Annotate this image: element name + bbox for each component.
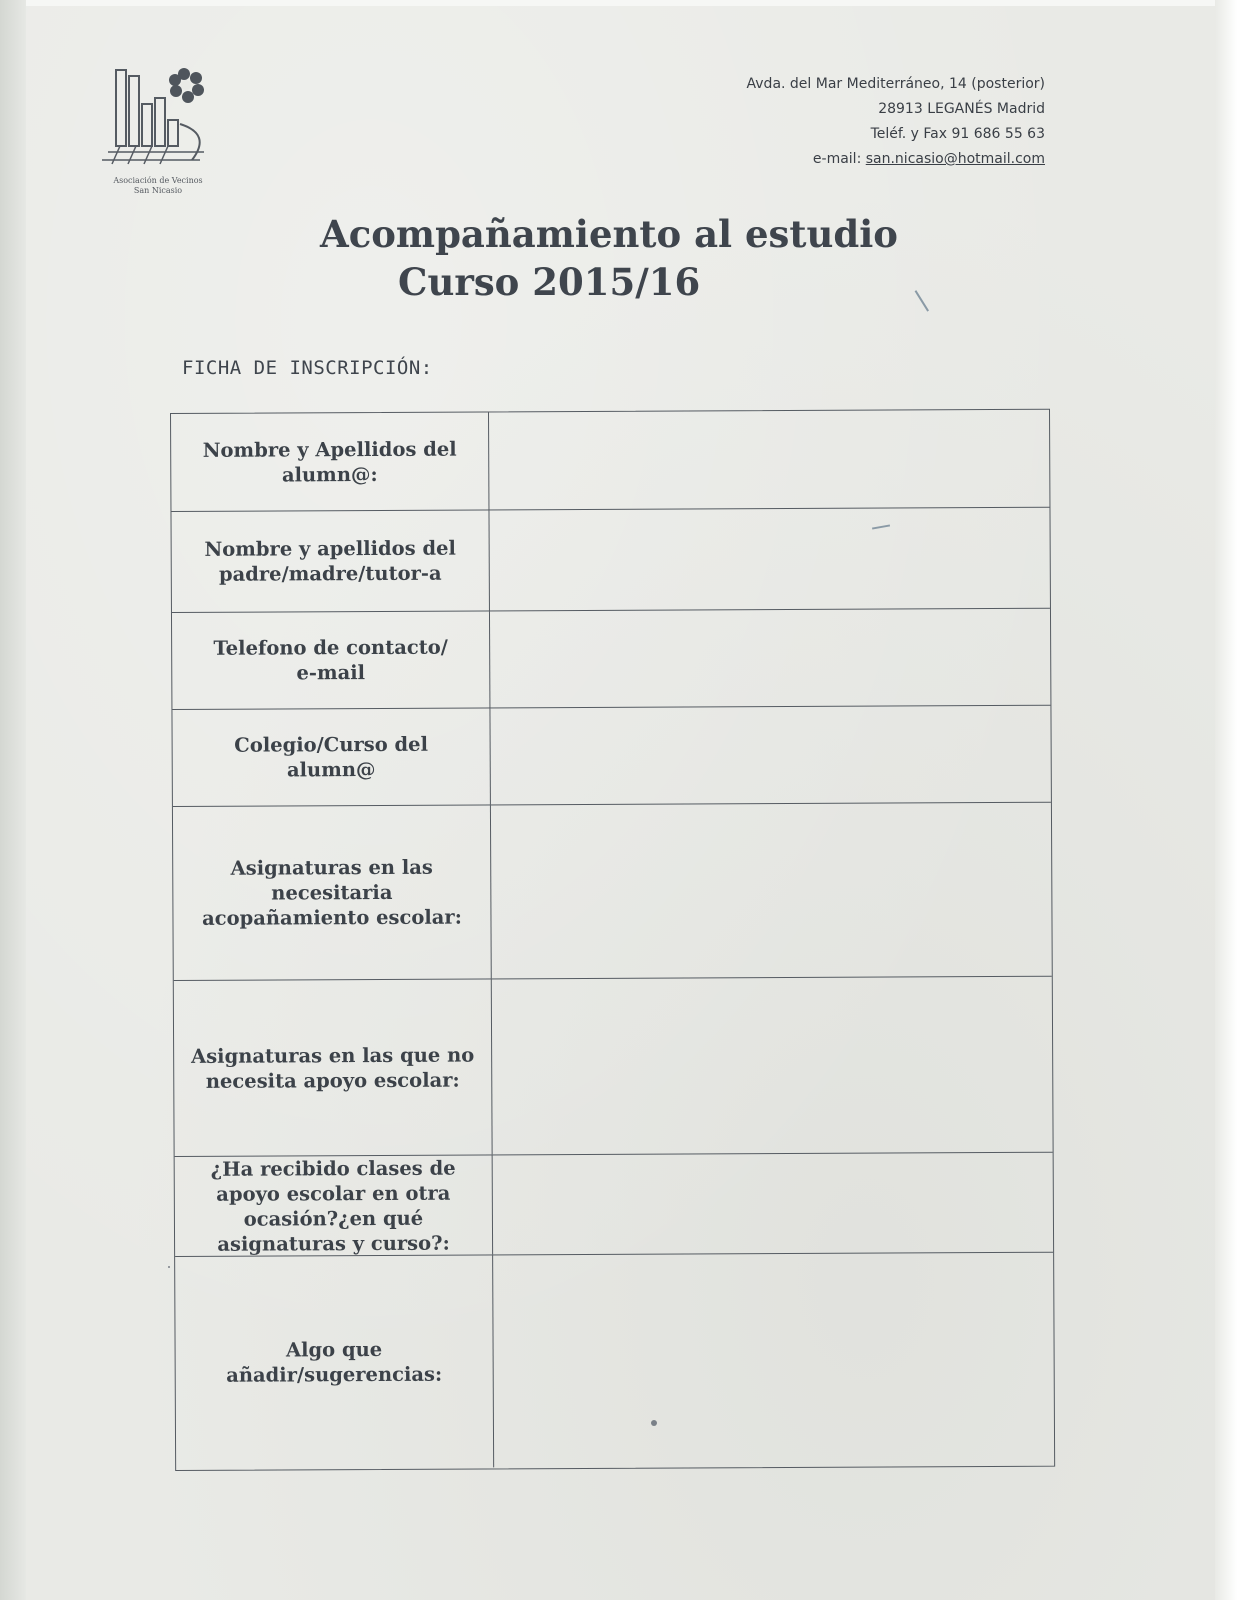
form-label: Colegio/Curso del alumn@ <box>234 732 429 782</box>
previous-support-field[interactable] <box>493 1153 1053 1255</box>
form-label: Asignaturas en las que no necesita apoyo escolar: <box>190 1043 475 1093</box>
document-subtitle: Curso 2015/16 <box>398 260 701 304</box>
form-row-student-name <box>171 410 1049 512</box>
form-label: ¿Ha recibido clases de apoyo escolar en otra ocasión?¿en qué asignaturas y curso?: <box>210 1156 456 1256</box>
logo-caption <box>88 176 228 196</box>
logo-caption-line1: Asociación de Vecinos <box>113 176 203 185</box>
association-logo <box>88 64 228 204</box>
logo-emblem-icon <box>100 64 216 168</box>
scan-mark <box>915 290 929 311</box>
subjects-needed-field[interactable] <box>491 803 1052 979</box>
address-line3: Teléf. y Fax 91 686 55 63 <box>870 126 1045 142</box>
address-block <box>747 72 1045 172</box>
suggestions-field[interactable] <box>493 1253 1054 1468</box>
page-edge-top <box>0 0 1237 6</box>
form-label: Nombre y Apellidos del alumn@: <box>202 437 457 486</box>
page-edge-left <box>0 0 26 1600</box>
email-label: e-mail: <box>812 151 866 167</box>
form-label-cell <box>174 979 493 1156</box>
contact-field[interactable] <box>490 609 1050 708</box>
form-row-contact <box>172 609 1050 710</box>
form-label-cell <box>172 708 490 806</box>
form-label-cell <box>175 1155 493 1256</box>
student-name-field[interactable] <box>489 410 1049 510</box>
form-row-guardian-name <box>171 508 1049 613</box>
form-label: Nombre y apellidos del padre/madre/tutor-a <box>204 536 456 586</box>
school-course-field[interactable] <box>490 706 1050 805</box>
section-heading: FICHA DE INSCRIPCIÓN: <box>182 357 433 379</box>
document-title: Acompañamiento al estudio <box>320 212 898 256</box>
subjects-not-needed-field[interactable] <box>492 977 1053 1155</box>
email-link[interactable]: san.nicasio@hotmail.com <box>865 151 1045 167</box>
form-label-cell <box>171 412 489 511</box>
form-row-subjects-not-needed <box>174 977 1053 1157</box>
form-row-school <box>172 706 1050 807</box>
guardian-name-field[interactable] <box>489 508 1049 611</box>
scan-speck <box>651 1420 657 1426</box>
form-row-previous-support <box>175 1153 1053 1257</box>
form-label-cell <box>173 805 492 980</box>
scan-speck <box>168 1266 170 1268</box>
form-row-subjects-needed <box>173 803 1052 981</box>
form-label: Algo que añadir/sugerencias: <box>226 1337 443 1387</box>
form-label-cell <box>171 510 489 612</box>
form-label-cell <box>172 611 490 709</box>
form-row-suggestions <box>175 1253 1054 1469</box>
form-label: Asignaturas en las necesitaria acopañamiento escolar: <box>202 855 462 930</box>
address-line1: Avda. del Mar Mediterráneo, 14 (posterior) <box>746 76 1045 92</box>
page-edge-right <box>1215 0 1237 1600</box>
address-email-line <box>747 147 1045 172</box>
form-label-cell <box>175 1255 494 1469</box>
logo-caption-line2: San Nicasio <box>133 186 183 195</box>
form-label: Telefono de contacto/ e-mail <box>213 635 448 685</box>
registration-form-table <box>170 409 1055 1471</box>
address-line2: 28913 LEGANÉS Madrid <box>878 101 1045 117</box>
